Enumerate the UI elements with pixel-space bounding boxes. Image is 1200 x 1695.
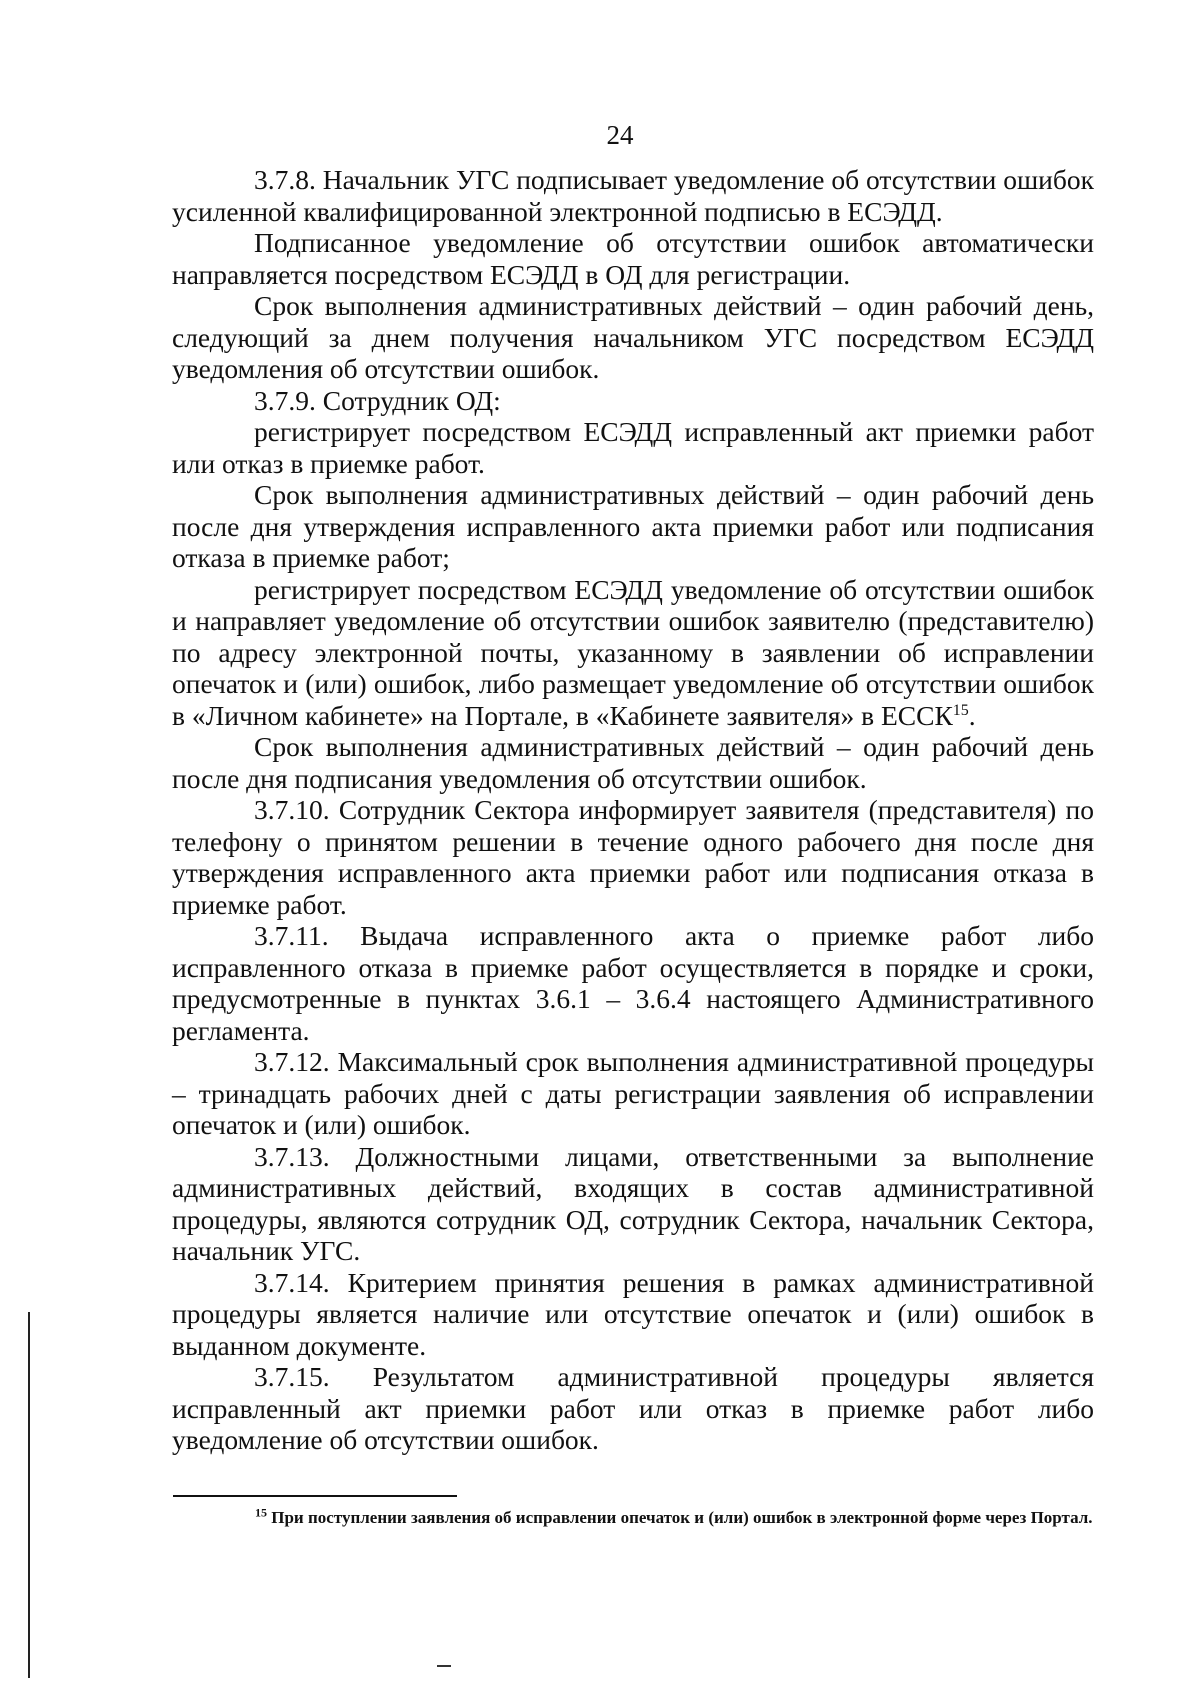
footnote-reference[interactable]: 15 — [952, 701, 969, 719]
scan-edge-line — [28, 1312, 30, 1678]
paragraph-registers-notice-end: . — [968, 699, 976, 731]
paragraph-3-7-8: 3.7.8. Начальник УГС подписывает уведомление об отсутствии ошибок усиленной квалифицированной электронной подписью в ЕСЭДД. — [172, 164, 1094, 227]
paragraph-deadline-2: Срок выполнения административных действий – один рабочий день после дня утверждения исправленного акта приемки работ или подписания отказа в приемке работ; — [172, 479, 1094, 573]
footnote-text: При поступлении заявления об исправлении опечаток и (или) ошибок в электронной форме через Портал. — [267, 1508, 1093, 1527]
page-number: 24 — [606, 120, 634, 150]
paragraph-registers-notice-text: регистрирует посредством ЕСЭДД уведомление об отсутствии ошибок и направляет уведомление об отсутствии ошибок заявителю (представителю) по адресу электронной почты, указанному в заявлении об исправлении опечаток и (или) ошибок, либо размещает уведомление об отсутствии ошибок в «Личном кабинете» на Портале, в «Кабинете заявителя» в ЕССК — [172, 573, 1094, 731]
paragraph-3-7-11: 3.7.11. Выдача исправленного акта о приемке работ либо исправленного отказа в приемке работ осуществляется в порядке и сроки, предусмотренные в пунктах 3.6.1 – 3.6.4 настоящего Административного регламента. — [172, 920, 1094, 1046]
document-body — [172, 164, 1094, 1456]
paragraph-deadline-3: Срок выполнения административных действий – один рабочий день после дня подписания уведомления об отсутствии ошибок. — [172, 731, 1094, 794]
footnote-separator — [173, 1495, 457, 1497]
footnote — [173, 1507, 1093, 1529]
scan-artifact-dash — [437, 1665, 451, 1667]
paragraph-3-7-9: 3.7.9. Сотрудник ОД: — [254, 384, 501, 416]
paragraph-registers-act: регистрирует посредством ЕСЭДД исправленный акт приемки работ или отказ в приемке работ. — [172, 416, 1094, 479]
paragraph-3-7-10: 3.7.10. Сотрудник Сектора информирует заявителя (представителя) по телефону о принятом решении в течение одного рабочего дня после дня утверждения исправленного акта приемки работ или подписания отказа в приемке работ. — [172, 794, 1094, 920]
paragraph-deadline-1: Срок выполнения административных действий – один рабочий день, следующий за днем получения начальником УГС посредством ЕСЭДД уведомления об отсутствии ошибок. — [172, 290, 1094, 384]
footnote-marker: 15 — [255, 1505, 267, 1520]
paragraph-3-7-12: 3.7.12. Максимальный срок выполнения административной процедуры – тринадцать рабочих дней с даты регистрации заявления об исправлении опечаток и (или) ошибок. — [172, 1046, 1094, 1140]
paragraph-3-7-13: 3.7.13. Должностными лицами, ответственными за выполнение административных действий, входящих в состав административной процедуры, являются сотрудник ОД, сотрудник Сектора, начальник Сектора, начальник УГС. — [172, 1140, 1094, 1266]
paragraph-signed-notice: Подписанное уведомление об отсутствии ошибок автоматически направляется посредством ЕСЭДД в ОД для регистрации. — [172, 227, 1094, 290]
paragraph-3-7-15: 3.7.15. Результатом административной процедуры является исправленный акт приемки работ или отказ в приемке работ либо уведомление об отсутствии ошибок. — [172, 1361, 1094, 1455]
paragraph-3-7-14: 3.7.14. Критерием принятия решения в рамках административной процедуры является наличие или отсутствие опечаток и (или) ошибок в выданном документе. — [172, 1266, 1094, 1361]
paragraph-registers-notice — [172, 574, 1094, 732]
